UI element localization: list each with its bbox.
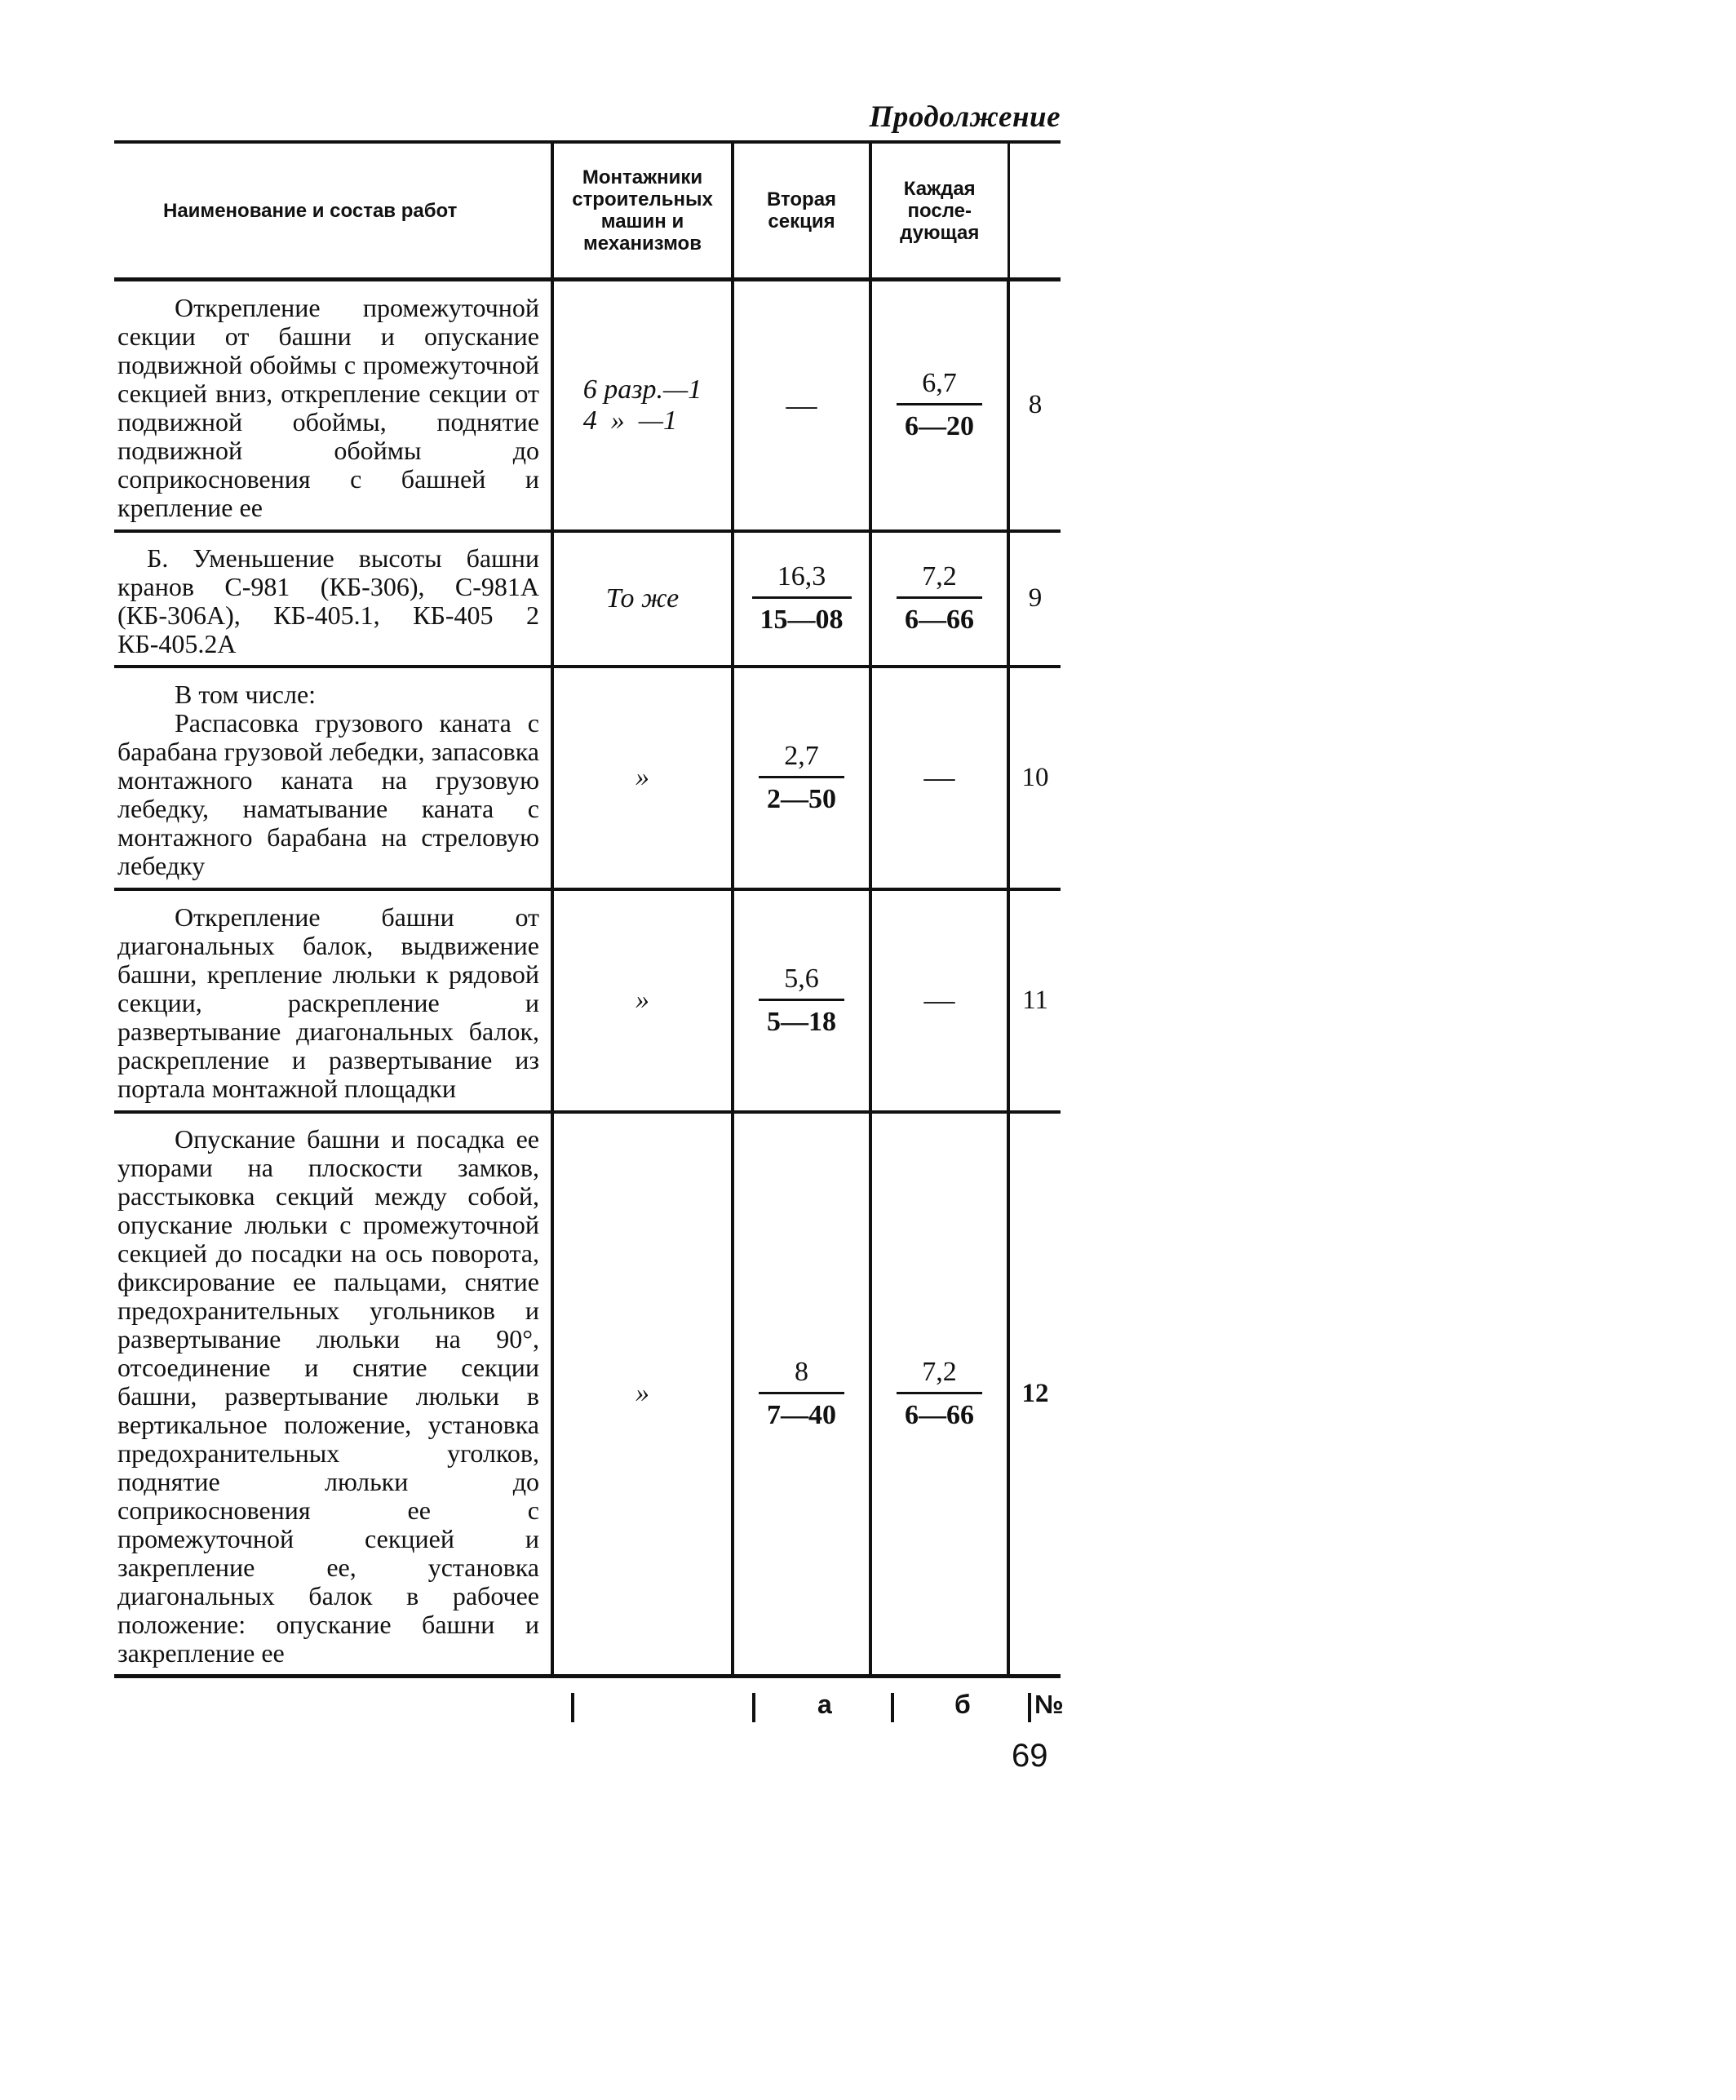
row-value-a bbox=[733, 667, 870, 889]
table-header-row bbox=[114, 142, 1061, 280]
fraction-denominator: 6—66 bbox=[905, 1399, 974, 1430]
description-text: Опускание башни и посадка ее упорами на плоскости замков, расстыковка секций между собой, опускание люльки с промежуточной секцией до посадки на ось поворота, фиксирование ее пальцами, снятие предохранительных угольников и развертывание люльки на 90°, отсоединение и снятие секции башни, развертывание люльки в вертикальное положение, установка предохранительных уголков, поднятие люльки до соприкосновения ее с промежуточной секцией и закрепление ее, установка диагональных балок в рабочее положение: опускание башни и закрепление ее bbox=[117, 1123, 539, 1668]
fraction bbox=[759, 1356, 844, 1432]
table-row bbox=[114, 889, 1061, 1112]
row-workers bbox=[552, 667, 733, 889]
fraction-denominator: 6—66 bbox=[905, 605, 974, 635]
footer-divider bbox=[752, 1693, 755, 1722]
header-name: Наименование и состав работ bbox=[163, 199, 458, 222]
row-value-a bbox=[733, 889, 870, 1112]
table-row bbox=[114, 1112, 1061, 1677]
description-text: Открепление промежуточной секции от башни и опускание подвижной обоймы с промежуточной секцией вниз, открепление секции от подвижной обоймы, поднятие подвижной обоймы до соприкосновения с башней и крепление ее bbox=[117, 292, 539, 522]
fraction-numerator: 7,2 bbox=[897, 560, 982, 599]
workers-line: 6 разр.—1 bbox=[582, 374, 702, 405]
ditto-mark: » bbox=[636, 1378, 649, 1408]
fraction-denominator: 2—50 bbox=[767, 783, 836, 814]
fraction-denominator: 5—18 bbox=[767, 1006, 836, 1037]
ditto-mark: » bbox=[636, 985, 649, 1015]
row-description bbox=[114, 531, 552, 667]
header-each-line: после- bbox=[907, 199, 972, 222]
row-value-b bbox=[870, 280, 1008, 531]
ditto-mark: » bbox=[636, 762, 649, 792]
row-number: 8 bbox=[1008, 280, 1061, 531]
header-workers-line: Монтажники bbox=[582, 166, 703, 188]
fraction bbox=[897, 1356, 982, 1432]
workers-line: То же bbox=[605, 583, 680, 614]
row-value-a bbox=[733, 531, 870, 667]
table-row bbox=[114, 531, 1061, 667]
footer-label-number: № bbox=[1034, 1690, 1064, 1719]
work-table bbox=[114, 140, 1061, 1678]
fraction-numerator: 8 bbox=[759, 1356, 844, 1394]
fraction bbox=[759, 740, 844, 816]
row-value-a bbox=[733, 280, 870, 531]
fraction-numerator: 16,3 bbox=[752, 560, 852, 599]
fraction-numerator: 2,7 bbox=[759, 740, 844, 778]
fraction bbox=[752, 560, 852, 636]
table-footer bbox=[114, 1690, 1064, 1726]
header-workers bbox=[552, 142, 733, 280]
header-workers-line: строительных bbox=[572, 188, 713, 210]
row-number: 10 bbox=[1008, 667, 1061, 889]
page-number: 69 bbox=[1012, 1738, 1048, 1774]
description-text: Открепление башни от диагональных балок, выдвижение башни, крепление люльки к рядовой секции, раскрепление и развертывание диагональных балок, раскрепление и развертывание из портала монтажной площадки bbox=[117, 902, 539, 1103]
row-description bbox=[114, 1112, 552, 1677]
row-number: 12 bbox=[1008, 1112, 1061, 1677]
row-description bbox=[114, 889, 552, 1112]
row-value-b bbox=[870, 531, 1008, 667]
row-value-b bbox=[870, 667, 1008, 889]
table-row bbox=[114, 280, 1061, 531]
fraction bbox=[759, 963, 844, 1039]
footer-divider bbox=[1028, 1693, 1031, 1722]
footer-label-a: а bbox=[817, 1690, 832, 1719]
header-each-line: Каждая bbox=[903, 177, 976, 200]
row-value-a bbox=[733, 1112, 870, 1677]
row-workers bbox=[552, 280, 733, 531]
fraction-denominator: 7—40 bbox=[767, 1399, 836, 1430]
footer-divider bbox=[891, 1693, 894, 1722]
description-text: В том числе: bbox=[175, 679, 317, 709]
header-second-line: Вторая bbox=[766, 188, 837, 210]
dash: — bbox=[923, 983, 955, 1017]
row-value-b bbox=[870, 889, 1008, 1112]
row-workers bbox=[552, 1112, 733, 1677]
header-second-section bbox=[733, 142, 870, 280]
table-row bbox=[114, 667, 1061, 889]
row-description bbox=[114, 280, 552, 531]
workers-line: 4 » —1 bbox=[582, 405, 677, 436]
fraction bbox=[897, 367, 982, 443]
footer-divider bbox=[571, 1693, 574, 1722]
fraction-numerator: 7,2 bbox=[897, 1356, 982, 1394]
fraction-denominator: 15—08 bbox=[760, 605, 844, 635]
row-value-b bbox=[870, 1112, 1008, 1677]
header-each-next bbox=[870, 142, 1008, 280]
header-each-line: дующая bbox=[900, 221, 980, 244]
fraction bbox=[897, 560, 982, 636]
header-workers-line: механизмов bbox=[583, 233, 702, 255]
description-text: Распасовка грузового каната с барабана грузовой лебедки, запасовка монтажного каната на грузовую лебедку, наматывание каната с монтажного барабана на стреловую лебедку bbox=[117, 707, 539, 880]
row-workers bbox=[552, 531, 733, 667]
continuation-label: Продолжение bbox=[869, 100, 1061, 134]
footer-label-b: б bbox=[954, 1690, 971, 1719]
dash: — bbox=[786, 388, 817, 423]
description-text: Б. Уменьшение высоты башни кранов С-981 (КБ-306), С-981А (КБ-306А), КБ-405.1, КБ-405 2 КБ-405.2А bbox=[117, 543, 539, 658]
header-number bbox=[1008, 142, 1061, 280]
fraction-denominator: 6—20 bbox=[905, 411, 974, 442]
header-workers-line: машин и bbox=[600, 210, 684, 233]
fraction-numerator: 5,6 bbox=[759, 963, 844, 1001]
row-description bbox=[114, 667, 552, 889]
row-number: 11 bbox=[1008, 889, 1061, 1112]
dash: — bbox=[923, 760, 955, 795]
header-second-line: секция bbox=[768, 210, 835, 233]
row-workers bbox=[552, 889, 733, 1112]
fraction-numerator: 6,7 bbox=[897, 367, 982, 405]
row-number: 9 bbox=[1008, 531, 1061, 667]
